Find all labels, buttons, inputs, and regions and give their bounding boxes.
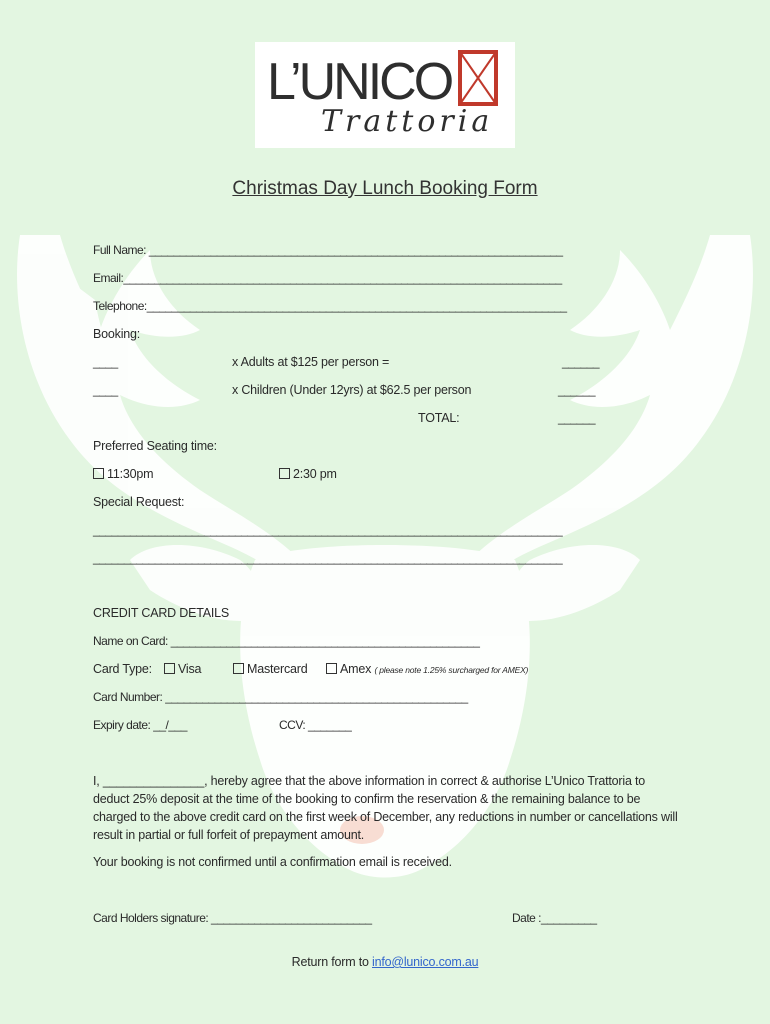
children-label: x Children (Under 12yrs) at $62.5 per person [232,383,472,397]
adults-label: x Adults at $125 per person = [232,355,390,369]
special-request-line-2[interactable]: ____________________________________________________________________________ [93,551,563,565]
seating-option-230-label: 2:30 pm [293,467,337,481]
checkbox-icon[interactable] [93,468,104,479]
card-type-mastercard[interactable] [233,662,308,676]
footer-prefix: Return form to [291,955,372,969]
credit-card-heading: CREDIT CARD DETAILS [93,606,230,620]
children-total-field[interactable]: ______ [558,383,596,397]
checkbox-icon[interactable] [164,663,175,674]
email-field[interactable]: Email:_______________________________________________________________________ [93,271,562,285]
footer [0,955,770,969]
card-type-label: Card Type: [93,662,152,676]
card-number-field[interactable]: Card Number: _________________________________________________ [93,690,468,704]
signature-field[interactable]: Card Holders signature: __________________________ [93,911,372,925]
page-title: Christmas Day Lunch Booking Form [232,178,538,199]
agreement-paragraph: I, _______________, hereby agree that the above information in correct & authorise L’Unico Trattoria to deduct 25% deposit at the time of the booking to confirm the reservation & the remaining balance to be charged to the above credit card on the first week of December, any reductions in number or cancellations will result in partial or full forfeit of prepayment amount. [93,774,678,842]
amex-surcharge-note: ( please note 1.25% surcharged for AMEX) [374,665,529,675]
card-type-amex-label: Amex [340,662,372,676]
checkbox-icon[interactable] [326,663,337,674]
logo-wordmark: L’UNICO [267,53,452,111]
checkbox-icon[interactable] [233,663,244,674]
logo-cross-box-icon [458,50,498,106]
confirmation-note: Your booking is not confirmed until a confirmation email is received. [93,855,452,869]
expiry-date-field[interactable]: Expiry date: __/___ [93,718,187,732]
adults-total-field[interactable]: ______ [562,355,600,369]
card-type-mastercard-label: Mastercard [247,662,308,676]
card-type-amex[interactable] [326,662,528,676]
full-name-field[interactable]: Full Name: ___________________________________________________________________ [93,243,563,257]
special-request-line-1[interactable]: ____________________________________________________________________________ [93,523,563,537]
seating-option-1130-label: 11:30pm [107,467,154,481]
seating-option-230[interactable] [279,467,337,481]
card-type-visa-label: Visa [178,662,202,676]
adults-count-field[interactable]: ____ [93,355,118,369]
booking-label: Booking: [93,327,141,341]
children-count-field[interactable]: ____ [93,383,118,397]
telephone-field[interactable]: Telephone:____________________________________________________________________ [93,299,567,313]
total-field[interactable]: ______ [558,411,596,425]
logo [255,42,515,148]
special-request-label: Special Request: [93,495,185,509]
logo-script: Trattoria [321,104,494,139]
name-on-card-field[interactable]: Name on Card: __________________________________________________ [93,634,480,648]
seating-label: Preferred Seating time: [93,439,217,453]
date-field[interactable]: Date :_________ [512,911,597,925]
checkbox-icon[interactable] [279,468,290,479]
ccv-field[interactable]: CCV: _______ [279,718,352,732]
card-type-visa[interactable] [164,662,201,676]
total-label: TOTAL: [418,411,460,425]
seating-option-1130[interactable] [93,467,153,481]
footer-email-link[interactable]: info@lunico.com.au [372,955,479,969]
